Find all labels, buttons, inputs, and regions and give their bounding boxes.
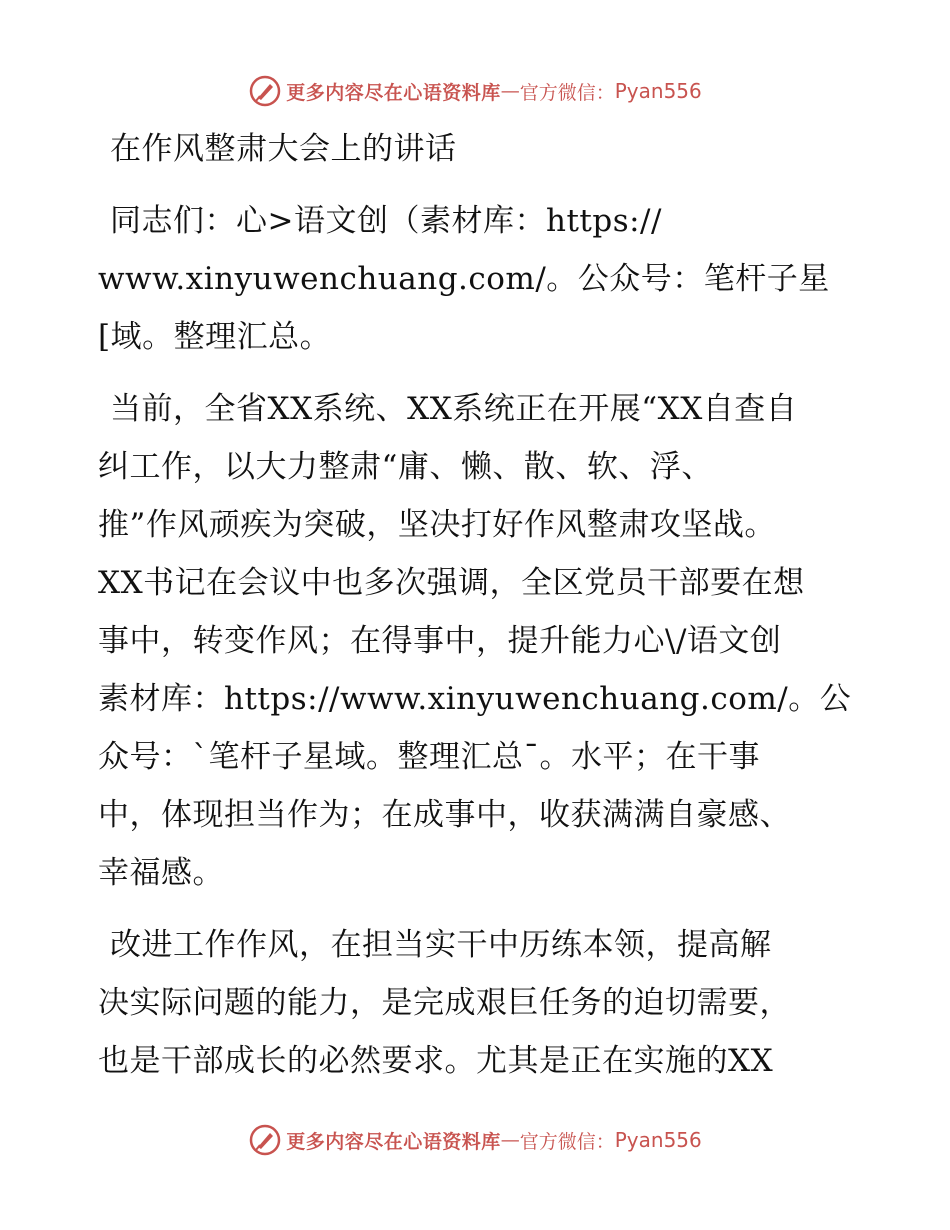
banner-main-text: 更多内容尽在心语资料库 bbox=[286, 81, 501, 104]
paragraph-line: 同志们：心>语文创（素材库：https:// bbox=[110, 203, 662, 239]
paragraph-line: XX书记在会议中也多次强调，全区党员干部要在想 bbox=[98, 565, 805, 601]
header-banner bbox=[0, 71, 950, 111]
paragraph-3 bbox=[98, 916, 858, 1090]
paragraph-line: 众号：`笔杆子星域。整理汇总¯。水平；在干事 bbox=[98, 739, 760, 775]
paragraph-line: 改进工作作风，在担当实干中历练本领，提高解 bbox=[110, 927, 772, 963]
banner-dash: — bbox=[500, 80, 520, 102]
document-title: 在作风整肃大会上的讲话 bbox=[110, 131, 457, 167]
banner-wechat-label: 官方微信： bbox=[519, 1130, 615, 1153]
paragraph-line: www.xinyuwenchuang.com/。公众号：笔杆子星 bbox=[98, 261, 830, 297]
quill-logo-icon bbox=[248, 1123, 282, 1157]
banner-wechat-id: Pyan556 bbox=[614, 1128, 702, 1152]
paragraph-line: 推”作风顽疾为突破，坚决打好作风整肃攻坚战。 bbox=[98, 507, 776, 543]
paragraph-line: [域。整理汇总。 bbox=[98, 319, 332, 355]
paragraph-line: 幸福感。 bbox=[98, 855, 224, 891]
paragraph-line: 当前，全省XX系统、XX系统正在开展“XX自查自 bbox=[110, 391, 798, 427]
paragraph-line: 事中，转变作风；在得事中，提升能力心\/语文创 bbox=[98, 623, 782, 659]
document-body bbox=[98, 120, 858, 1090]
paragraph-1 bbox=[98, 192, 858, 366]
paragraph-line: 中，体现担当作为；在成事中，收获满满自豪感、 bbox=[98, 797, 791, 833]
banner-main-text: 更多内容尽在心语资料库 bbox=[286, 1130, 501, 1153]
paragraph-line: 决实际问题的能力，是完成艰巨任务的迫切需要， bbox=[98, 985, 791, 1021]
banner-wechat-label: 官方微信： bbox=[519, 81, 615, 104]
paragraph-2 bbox=[98, 380, 858, 902]
quill-logo-icon bbox=[248, 74, 282, 108]
paragraph-line: 也是干部成长的必然要求。尤其是正在实施的XX bbox=[98, 1043, 774, 1079]
banner-dash: — bbox=[500, 1129, 520, 1151]
footer-banner bbox=[0, 1120, 950, 1160]
paragraph-line: 素材库：https://www.xinyuwenchuang.com/。公 bbox=[98, 681, 852, 717]
banner-wechat-id: Pyan556 bbox=[614, 79, 702, 103]
paragraph-line: 纠工作，以大力整肃“庸、懒、散、软、浮、 bbox=[98, 449, 713, 485]
